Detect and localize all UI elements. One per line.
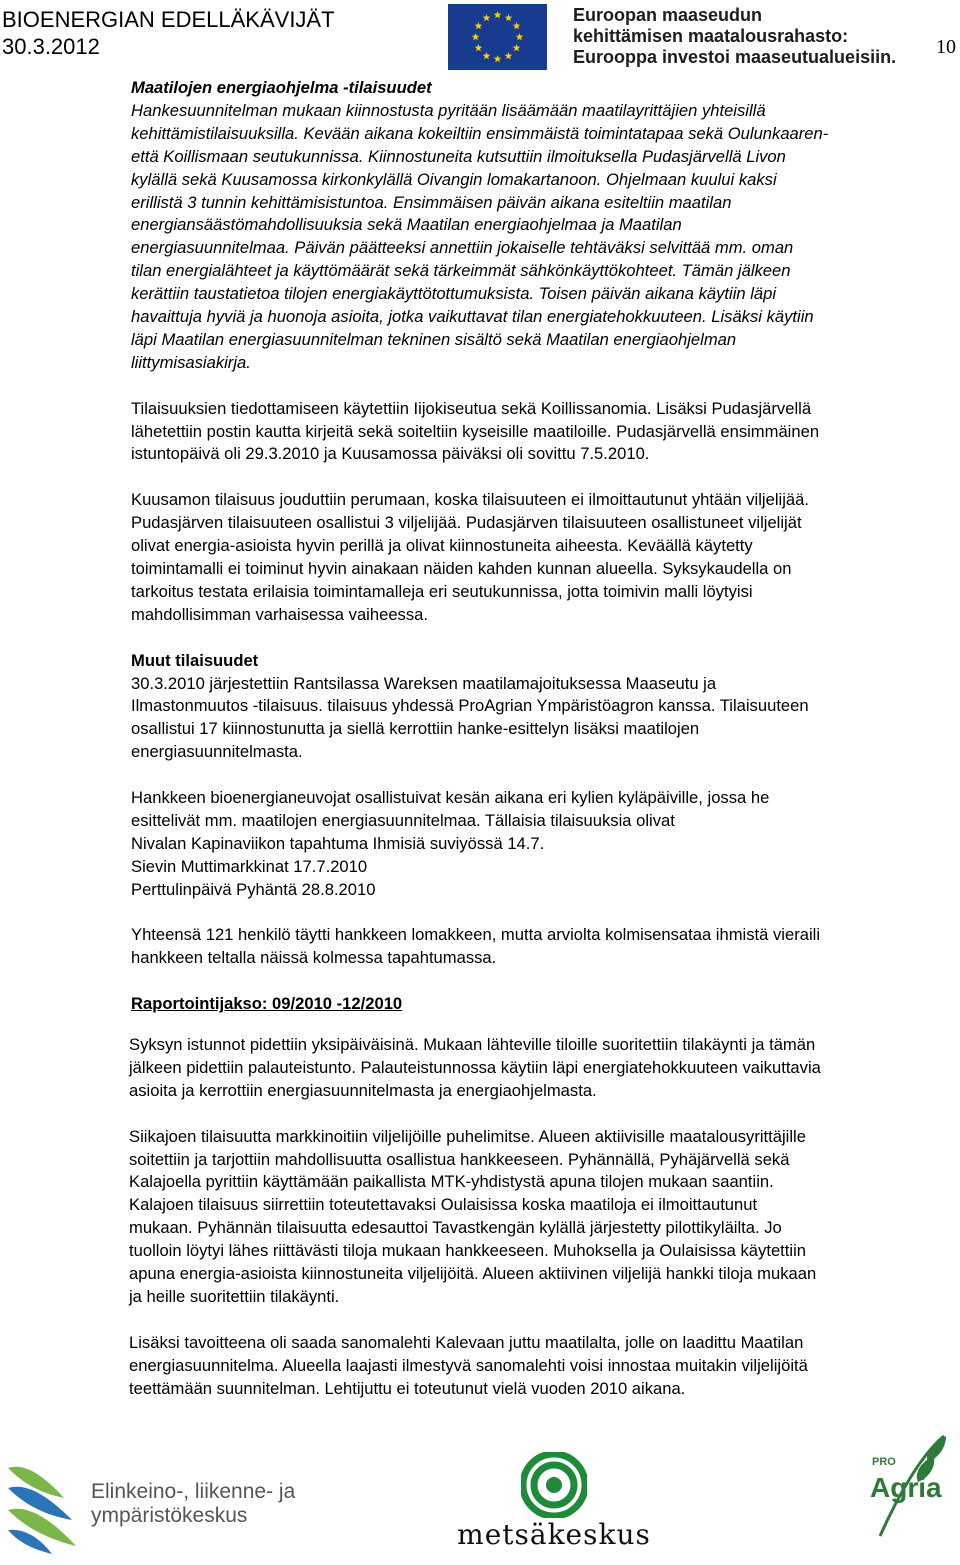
text-line: mukaan. Pyhännän tilaisuutta edesauttoi Tavastkengän kylällä järjestetty pilottikyläilta. Jo (129, 1218, 782, 1238)
text-line: apuna energia-asioista kiinnostuneita viljelijöitä. Alueen aktiivinen viljelijä hankki tiloja mukaan (129, 1264, 817, 1284)
text-line: liittymisasiakirja. (131, 352, 251, 372)
kuusamo-paragraph (131, 489, 957, 626)
text-line: energiasuunnitelma. Alueella laajasti ilmestyvä sanomalehti voisi innostaa muitakin viljelijöitä (129, 1355, 808, 1375)
ely-line: Elinkeino-, liikenne- ja (91, 1480, 296, 1503)
text-line: hankkeen teltalla näissä kolmessa tapahtumassa. (131, 948, 497, 968)
text-line: 30.3.2010 järjestettiin Rantsilassa Wareksen maatilamajoituksessa Maaseutu ja (131, 673, 717, 693)
text-line: olivat energia-asioista hyvin perillä ja olivat kiinnostuneita aiheesta. Keväällä käytetty (131, 536, 753, 556)
text-line: teettämään suunnitelman. Lehtijuttu ei toteutunut vielä vuoden 2010 aikana. (129, 1378, 686, 1398)
header-left (2, 6, 335, 60)
text-line: soitettiin ja tarjottiin mahdollisuutta osallistua hankkeeseen. Pyhännällä, Pyhäjärvellä sekä (129, 1149, 790, 1169)
text-line: Nivalan Kapinaviikon tapahtuma Ihmisiä suviyössä 14.7. (131, 833, 545, 853)
text-line: ja heille suoritettiin tilakäynti. (129, 1286, 340, 1306)
text-line: istuntopäivä oli 29.3.2010 ja Kuusamossa päiväksi oli sovittu 7.5.2010. (131, 444, 650, 464)
text-line: kerättiin taustatietoa tilojen energiakäyttötottumuksista. Toisen päivän aikana käytiin läpi (131, 284, 777, 304)
text-line: havaittuja hyviä ja huonoja asioita, jotka vaikuttavat tilan energiatehokkuuteen. Lisäksi käytiin (131, 307, 814, 327)
text-line: Hankesuunnitelman mukaan kiinnostusta pyritään lisäämään maatilayrittäjien yhteisillä (131, 100, 766, 120)
text-line: energiasuunnitelmaa. Päivän päätteeksi annettiin jokaiselle tehtäväksi selvittää mm. oman (131, 238, 794, 258)
text-line: Siikajoen tilaisuutta markkinoitiin viljelijöille puhelimitse. Alueen aktiivisille maatalousyrittäjille (129, 1126, 806, 1146)
section-title: Muut tilaisuudet (131, 650, 259, 670)
text-line: Syksyn istunnot pidettiin yksipäiväisinä. Mukaan lähteville tiloille suoritettiin tilakäynti ja tämän (129, 1035, 816, 1054)
text-line: Kuusamon tilaisuus jouduttiin perumaan, koska tilaisuuteen ei ilmoittautunut yhtään viljelijää. (131, 490, 809, 510)
autumn-sessions-paragraph (129, 1034, 957, 1103)
text-line: energiasuunnitelmasta. (131, 742, 303, 762)
eu-line: Eurooppa investoi maaseutualueisiin. (573, 47, 897, 67)
media-paragraph (129, 1332, 957, 1401)
text-line: kehittämistilaisuuksilla. Kevään aikana kokeiltiin ensimmäistä toimintatapaa sekä Oulunkaaren- (131, 123, 829, 143)
totals-paragraph (131, 924, 957, 970)
org-title: BIOENERGIAN EDELLÄKÄVIJÄT (2, 7, 335, 32)
eu-line: Euroopan maaseudun (573, 5, 763, 25)
village-days-paragraph (131, 787, 957, 902)
announcement-paragraph (131, 398, 957, 467)
eu-line: kehittämisen maatalousrahasto: (573, 26, 849, 46)
other-events-section (131, 650, 957, 765)
text-line: kylällä sekä Kuusamossa kirkonkylällä Oivangin lomakartanoon. Ohjelmaan kuului kaksi (131, 169, 777, 189)
text-line: Tilaisuuksien tiedottamiseen käytettiin Iijokiseutua sekä Koillissanomia. Lisäksi Pudasjärvellä (131, 398, 812, 418)
text-line: asioita ja kerrottiin energiasuunnitelmasta ja energiaohjelmasta. (129, 1080, 597, 1100)
eu-flag-icon (448, 4, 547, 70)
text-line: Kalajoen tilaisuus siirrettiin toteutettavaksi Oulaisissa koska maatiloja ei ilmoittautunut (129, 1195, 758, 1215)
agria-wordmark: Agria (870, 1472, 942, 1503)
agria-pro-text: PRO (872, 1456, 896, 1468)
text-line: osallistui 17 kiinnostunutta ja siellä kerrottiin hanke-esittelyn lisäksi maatilojen (131, 719, 700, 739)
text-line: Hankkeen bioenergianeuvojat osallistuivat kesän aikana eri kylien kyläpäiville, jossa he (131, 788, 770, 808)
document-body (131, 77, 957, 1039)
ely-emblem-icon (6, 1458, 84, 1556)
siikajoki-paragraph (129, 1126, 957, 1309)
ely-centre-logo (6, 1458, 296, 1558)
text-line: energiansäästömahdollisuuksia sekä Maatilan energiaohjelmaa ja Maatilan (131, 215, 682, 235)
text-line: tarkoitus testata erilaisia toimintamalleja eri seutukunnissa, jotta toimivin malli löytyisi (131, 581, 753, 601)
metsakeskus-wordmark: metsäkeskus (457, 1518, 651, 1551)
proagria-logo (862, 1432, 954, 1540)
text-line: Pudasjärven tilaisuuteen osallistui 3 viljelijää. Pudasjärven tilaisuuteen osallistuneet viljelijät (131, 513, 802, 533)
eu-fund-text (573, 5, 896, 68)
metsakeskus-emblem-icon (521, 1452, 587, 1518)
page-number: 10 (936, 36, 956, 58)
report-period-section (131, 993, 957, 1016)
ely-text (91, 1480, 295, 1528)
section-title: Maatilojen energiaohjelma -tilaisuudet (131, 78, 432, 97)
text-line: Yhteensä 121 henkilö täytti hankkeen lomakkeen, mutta arviolta kolmisensataa ihmistä vieraili (131, 925, 821, 945)
text-line: Lisäksi tavoitteena oli saada sanomalehti Kalevaan juttu maatilalta, jolle on laadittu Maatilan (129, 1332, 804, 1352)
text-line: Perttulinpäivä Pyhäntä 28.8.2010 (131, 879, 376, 899)
text-line: toimintamalli ei toiminut hyvin ainakaan näiden kahden kunnan alueella. Syksykaudella on (131, 559, 792, 578)
text-line: läpi Maatilan energiasuunnitelman tekninen sisältö sekä Maatilan energiaohjelman (131, 329, 737, 349)
text-line: Ilmastonmuutos -tilaisuus. tilaisuus yhdessä ProAgrian Ympäristöagron kanssa. Tilaisuuteen (131, 696, 809, 716)
text-line: esittelivät mm. maatilojen energiasuunnitelmaa. Tällaisia tilaisuuksia olivat (131, 810, 675, 830)
header-date: 30.3.2012 (2, 34, 100, 59)
text-line: mahdollisimman varhaisessa vaiheessa. (131, 604, 428, 624)
text-line: jälkeen pidettiin palauteistunto. Palauteistunnossa käytiin läpi energiatehokkuuteen vaikuttavia (129, 1057, 821, 1077)
document-body-continued (129, 1034, 957, 1423)
text-line: Kalajoella pyrittiin käyttämään paikallista MTK-yhdistystä apuna tilojen mukaan saantiin. (129, 1172, 774, 1192)
metsakeskus-logo (448, 1452, 660, 1562)
energy-program-section (131, 77, 957, 375)
text-line: Sievin Muttimarkkinat 17.7.2010 (131, 856, 368, 876)
text-line: että Koillismaan seutukunnissa. Kiinnostuneita kutsuttiin ilmoituksella Pudasjärvellä Livon (131, 146, 786, 166)
text-line: tuolloin löytyi lähes riittävästi tiloja mukaan hankkeeseen. Muhoksella ja Oulaisissa käytettiin (129, 1241, 806, 1261)
report-period-title: Raportointijakso: 09/2010 -12/2010 (131, 994, 403, 1014)
ely-line: ympäristökeskus (91, 1504, 248, 1527)
text-line: erillistä 3 tunnin kehittämisistuntoa. Ensimmäisen päivän aikana esiteltiin maatilan (131, 192, 732, 212)
text-line: tilan energialähteet ja käyttömäärät sekä tärkeimmät sähkönkäyttökohteet. Tämän jälkeen (131, 261, 791, 281)
text-line: lähetettiin postin kautta kirjeitä sekä soiteltiin kyseisille maatiloille. Pudasjärvellä ensimmäinen (131, 421, 820, 441)
